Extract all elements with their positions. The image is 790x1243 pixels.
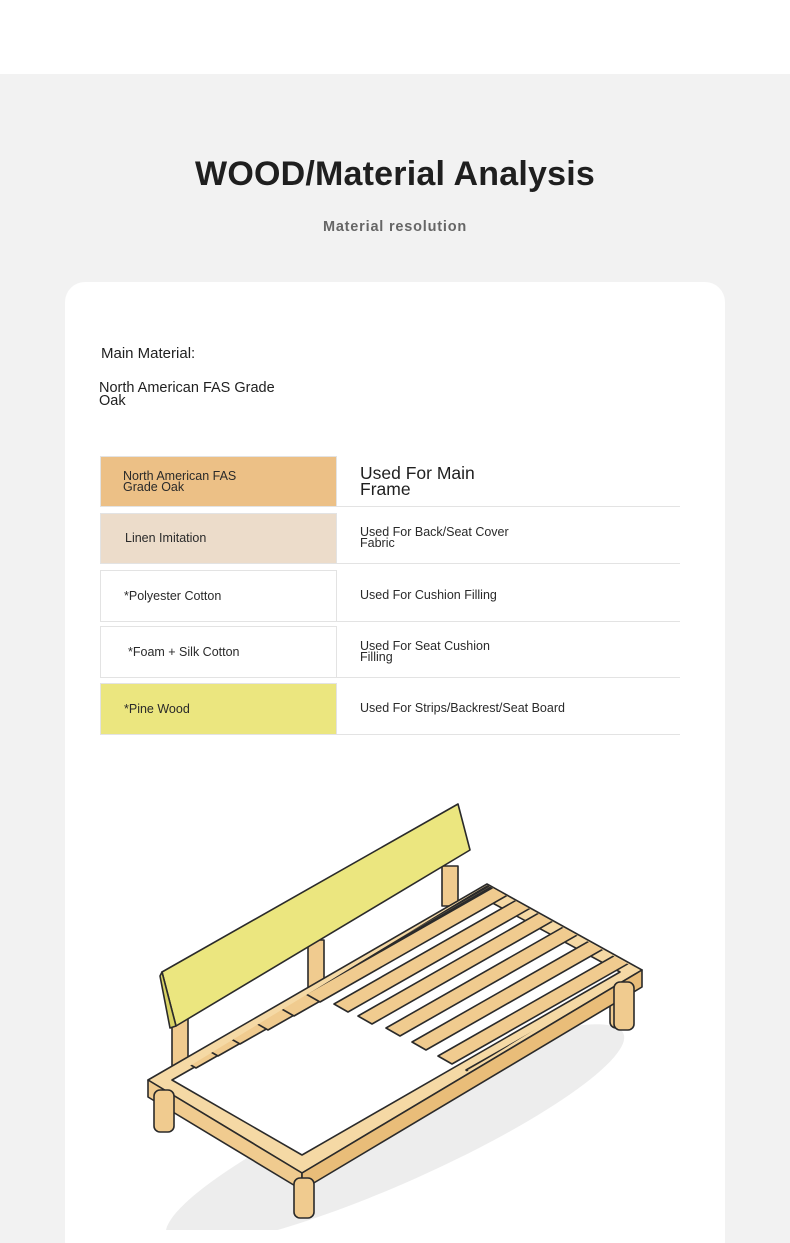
- material-swatch: [100, 570, 337, 622]
- material-name: Linen Imitation: [125, 531, 207, 545]
- material-usage: Used For Back/Seat Cover Fabric: [360, 525, 509, 550]
- bed-frame-illustration: [130, 790, 660, 1230]
- material-row: [100, 570, 680, 622]
- material-usage-cell: [337, 626, 680, 678]
- top-strip: [0, 0, 790, 74]
- material-name: North American FAS Grade Oak: [123, 468, 237, 494]
- bed-frame-icon: [130, 790, 660, 1230]
- material-swatch: [100, 683, 337, 735]
- material-usage-cell: [337, 513, 680, 564]
- material-usage-cell: [337, 683, 680, 735]
- material-swatch: [100, 513, 337, 564]
- material-row: [100, 456, 680, 507]
- page-title: WOOD/Material Analysis: [195, 155, 595, 193]
- material-swatch: [100, 626, 337, 678]
- material-name: *Polyester Cotton: [124, 588, 222, 603]
- material-row: [100, 683, 680, 735]
- material-usage: Used For Strips/Backrest/Seat Board: [360, 701, 565, 715]
- page-subtitle: Material resolution: [322, 219, 468, 235]
- material-name: *Foam + Silk Cotton: [128, 644, 240, 659]
- material-swatch: [100, 456, 337, 507]
- main-material-value: North American FAS Grade Oak: [99, 380, 275, 409]
- material-row: [100, 626, 680, 678]
- material-usage-cell: [337, 456, 680, 507]
- main-material-label: Main Material:: [101, 345, 196, 362]
- material-row: [100, 513, 680, 564]
- material-name: *Pine Wood: [124, 701, 190, 716]
- material-usage: Used For Main Frame: [360, 463, 475, 499]
- material-usage: Used For Cushion Filling: [360, 588, 497, 602]
- material-usage-cell: [337, 570, 680, 622]
- material-usage: Used For Seat Cushion Filling: [360, 638, 490, 664]
